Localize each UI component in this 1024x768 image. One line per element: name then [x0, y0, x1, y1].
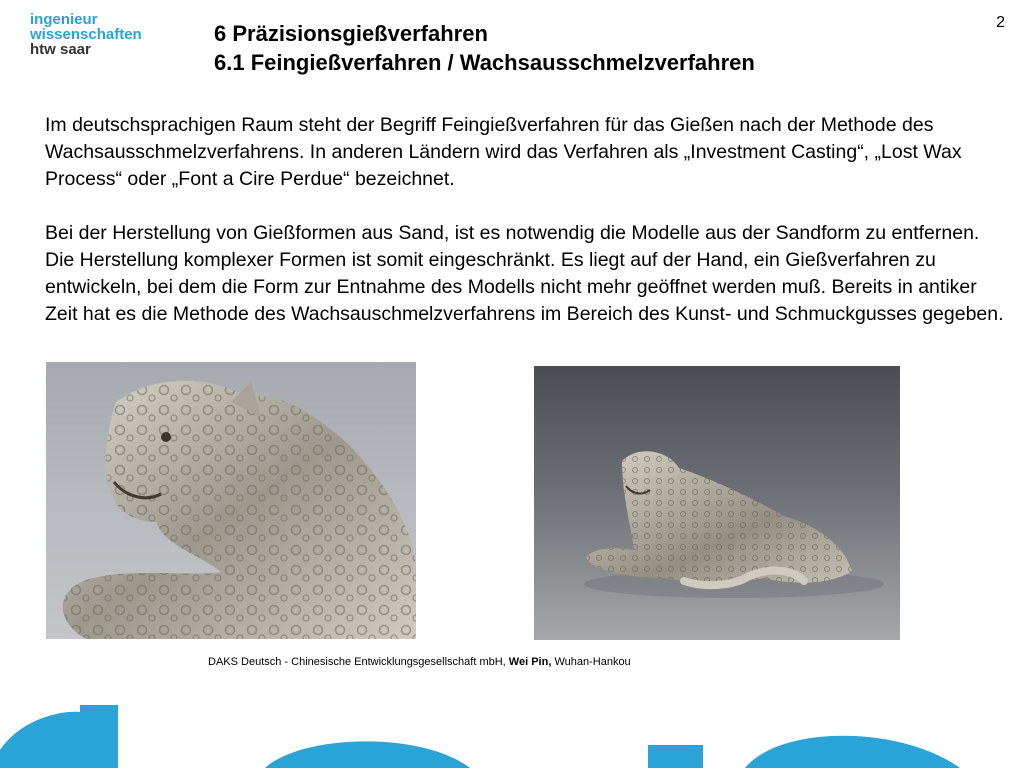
caption-prefix: DAKS Deutsch - Chinesische Entwicklungsgesellschaft mbH, — [208, 656, 509, 668]
leopard-full-illustration — [534, 366, 900, 640]
title-line-2: 6.1 Feingießverfahren / Wachsausschmelzverfahren — [214, 50, 755, 75]
leopard-statue-full-image — [534, 366, 900, 640]
leopard-statue-closeup-image — [46, 362, 416, 639]
htw-saar-logo — [30, 12, 142, 57]
title-line-1: 6 Präzisionsgießverfahren — [214, 21, 488, 46]
brand-decoration-shapes — [0, 690, 1024, 768]
page-number: 2 — [996, 14, 1005, 31]
image-caption — [208, 656, 631, 668]
paragraph-1: Im deutschsprachigen Raum steht der Begriff Feingießverfahren für das Gießen nach der Methode des Wachsausschmelzverfahrens. In anderen Ländern wird das Verfahren als „Investment Casting“, „Lost Wax Process“ oder „Font a Cire Perdue“ bezeichnet. — [45, 114, 962, 190]
logo-line-3: htw saar — [30, 41, 91, 58]
leopard-closeup-illustration — [46, 362, 416, 639]
caption-suffix: Wuhan-Hankou — [551, 656, 631, 668]
caption-artist: Wei Pin, — [508, 656, 552, 668]
slide-title — [214, 19, 755, 77]
body-text — [45, 112, 1005, 328]
paragraph-2: Bei der Herstellung von Gießformen aus Sand, ist es notwendig die Modelle aus der Sandform zu entfernen. Die Herstellung komplexer Formen ist somit eingeschränkt. Es liegt auf der Hand, ein Gießverfahren zu entwickeln, bei dem die Form zur Entnahme des Modells nicht mehr geöffnet werden muß. Bereits in antiker Zeit hat es die Methode des Wachsauschmelzverfahrens im Bereich des Kunst- und Schmuckgusses gegeben. — [45, 222, 1004, 325]
logo-line-1: ingenieur — [30, 11, 98, 28]
logo-line-2: wissenschaften — [30, 26, 142, 43]
